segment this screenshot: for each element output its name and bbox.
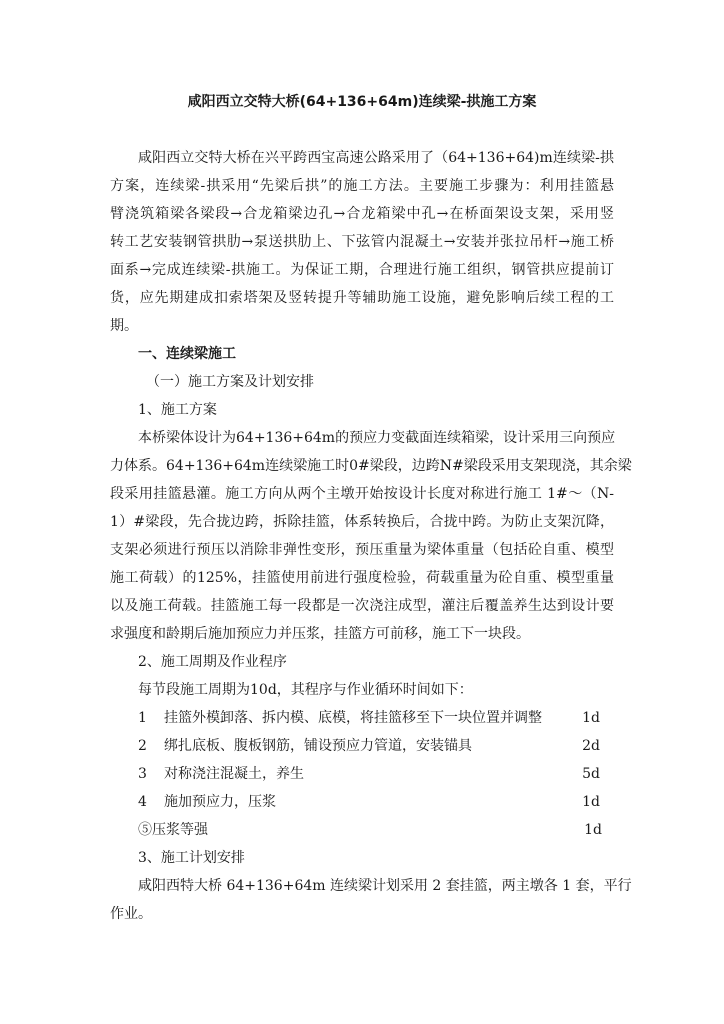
step-duration: 1d — [582, 794, 600, 810]
intro-line-2: 方案，连续梁-拱采用“先梁后拱”的施工方法。主要施工步骤为：利用挂篮悬 — [110, 178, 614, 194]
step-number: 4 — [138, 794, 147, 810]
item1-line-3: 段采用挂篮悬灌。施工方向从两个主墩开始按设计长度对称进行施工 1#～（N- — [110, 486, 614, 502]
step-duration: 1d — [584, 822, 602, 838]
item1-line-6: 施工荷载）的125%，挂篮使用前进行强度检验，荷载重量为砼自重、模型重量 — [110, 570, 614, 586]
intro-line-1: 咸阳西立交特大桥在兴平跨西宝高速公路采用了（64+136+64)m连续梁-拱 — [138, 150, 614, 166]
intro-line-4: 转工艺安装钢管拱肋→泵送拱肋上、下弦管内混凝土→安装并张拉吊杆→施工桥 — [110, 234, 614, 250]
item2-heading: 2、施工周期及作业程序 — [138, 654, 287, 670]
item3-line-2: 作业。 — [110, 906, 152, 922]
subsection1-heading: （一）施工方案及计划安排 — [146, 374, 314, 390]
item1-heading: 1、施工方案 — [138, 402, 217, 418]
step-text: ⑤压浆等强 — [138, 822, 208, 838]
step-text: 挂篮外模卸落、拆内模、底模，将挂篮移至下一块位置并调整 — [164, 710, 542, 726]
intro-line-6: 货，应先期建成扣索塔架及竖转提升等辅助施工设施，避免影响后续工程的工 — [110, 290, 614, 306]
intro-line-3: 臂浇筑箱梁各梁段→合龙箱梁边孔→合龙箱梁中孔→在桥面架设支架，采用竖 — [110, 206, 614, 222]
step-number: 1 — [138, 710, 147, 726]
item1-line-5: 支架必须进行预压以消除非弹性变形，预压重量为梁体重量（包括砼自重、模型 — [110, 542, 614, 558]
item3-heading: 3、施工计划安排 — [138, 850, 245, 866]
step-duration: 2d — [582, 738, 600, 754]
step-number: 2 — [138, 738, 147, 754]
item2-intro: 每节段施工周期为10d，其程序与作业循环时间如下： — [138, 682, 473, 698]
intro-line-7: 期。 — [110, 318, 138, 334]
step-text: 施加预应力，压浆 — [164, 794, 276, 810]
item1-line-1: 本桥梁体设计为64+136+64m的预应力变截面连续箱梁，设计采用三向预应 — [138, 430, 616, 446]
section1-heading: 一、连续梁施工 — [138, 346, 236, 362]
step-text: 绑扎底板、腹板钢筋，铺设预应力管道，安装锚具 — [164, 738, 472, 754]
item1-line-8: 求强度和龄期后施加预应力并压浆，挂篮方可前移，施工下一块段。 — [110, 626, 530, 642]
step-duration: 1d — [582, 710, 600, 726]
item1-line-2: 力体系。64+136+64m连续梁施工时0#梁段，边跨N#梁段采用支架现浇，其余梁 — [110, 458, 632, 474]
intro-line-5: 面系→完成连续梁-拱施工。为保证工期，合理进行施工组织，钢管拱应提前订 — [110, 262, 614, 278]
item3-line-1: 咸阳西特大桥 64+136+64m 连续梁计划采用 2 套挂篮，两主墩各 1 套，平行 — [138, 878, 632, 894]
item1-line-7: 以及施工荷载。挂篮施工每一段都是一次浇注成型，灌注后覆盖养生达到设计要 — [110, 598, 614, 614]
document-title: 咸阳西立交特大桥(64+136+64m)连续梁-拱施工方案 — [187, 94, 537, 110]
item1-line-4: 1）#梁段，先合拢边跨，拆除挂篮，体系转换后，合拢中跨。为防止支架沉降， — [110, 514, 614, 530]
step-text: 对称浇注混凝土，养生 — [164, 766, 304, 782]
step-number: 3 — [138, 766, 147, 782]
step-duration: 5d — [582, 766, 600, 782]
